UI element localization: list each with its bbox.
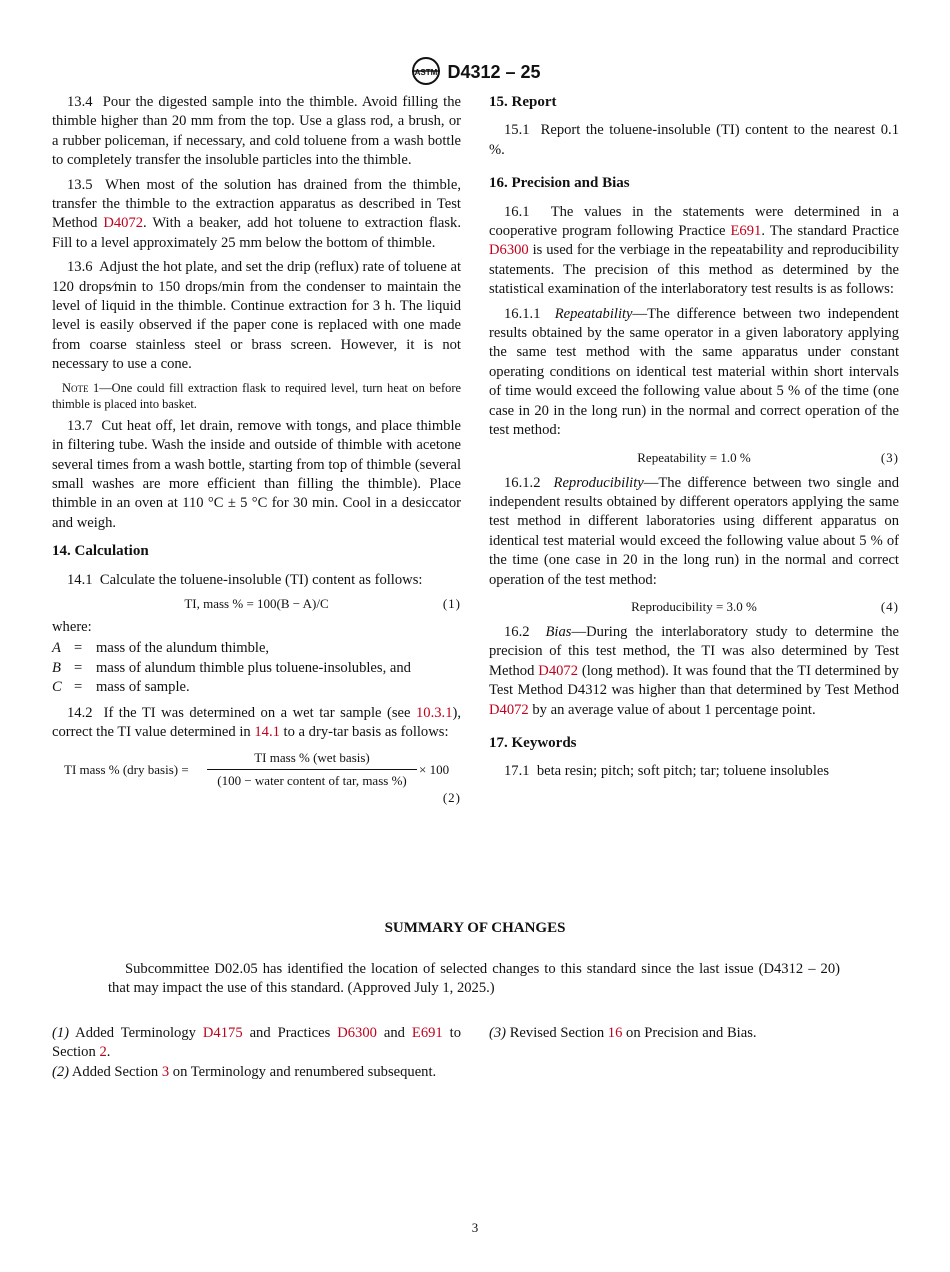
link-section-2[interactable]: 2 <box>99 1044 107 1061</box>
paragraph-14-2: 14.2 If the TI was determined on a wet tar sample (see 10.3.1), correct the TI value determined in 14.1 to a dry-tar basis as follows: <box>52 704 461 740</box>
change-item-3: (3) Revised Section 16 on Precision and Bias. <box>489 1025 757 1041</box>
equation-3 <box>489 446 899 468</box>
note-1: Note 1—One could fill extraction flask to required level, turn heat on before thimble is placed into basket. <box>52 380 462 412</box>
equation-4-text: Reproducibility = 3.0 % <box>631 598 757 614</box>
page-number: 3 <box>471 1220 479 1235</box>
paragraph-14-1: 14.1 Calculate the toluene-insoluble (TI) content as follows: <box>67 571 423 588</box>
equation-1 <box>52 592 461 614</box>
summary-left-items <box>52 1024 461 1082</box>
variable-definitions <box>52 639 461 697</box>
link-d4072[interactable]: D4072 <box>103 215 144 232</box>
paragraph-13-7: 13.7 Cut heat off, let drain, remove with tongs, and place thimble in filtering tube. Wash the inside and outside of thimble with acetone several times from a wash bottle, starting from top of thimble (several small washes are more efficient than filling the thimble). Place thimble in an oven at 110 °C ± 5 °C for 30 min. Cool in a desiccator and weigh. <box>52 417 462 531</box>
change-item-1: (1) Added Terminology D4175 and Practices D6300 and E691 to Section 2. <box>52 1025 462 1061</box>
equation-3-number: (3) <box>880 449 899 465</box>
astm-logo-icon <box>409 56 443 86</box>
link-d4072-b[interactable]: D4072 <box>489 701 529 718</box>
right-column <box>489 93 899 787</box>
where-label: where: <box>52 618 92 635</box>
definition-c: C = mass of sample. <box>52 679 190 696</box>
left-column <box>52 93 461 804</box>
equation-1-text: TI, mass % = 100(B − A)/C <box>184 595 329 611</box>
summary-of-changes-title: SUMMARY OF CHANGES <box>384 920 566 936</box>
definition-a: A = mass of the alundum thimble, <box>52 640 270 657</box>
paragraph-13-4: 13.4 Pour the digested sample into the thimble. Avoid filling the thimble higher than 20 mm from the top. Use a glass rod, a brush, or a rubber policeman, if necessary, and cold toluene from a wash bottle to completely transfer the insoluble particles into the thimble. <box>52 94 462 169</box>
equation-2-fraction <box>207 748 417 790</box>
section-14-heading: 14. Calculation <box>52 543 149 560</box>
definition-b: B = mass of alundum thimble plus toluene-insolubles, and <box>52 659 411 676</box>
link-d6300[interactable]: D6300 <box>489 242 529 259</box>
paragraph-13-6: 13.6 Adjust the hot plate, and set the drip (reflux) rate of toluene at 120 drops∕min to 150 drops/min from the condenser to maintain the level of liquid in the thimble. Continue extraction for 3 h. The liquid level is easily observed if the paper cone is replaced with one made from coarse stainless steel or brass screen. However, it is not necessary to use a cone. <box>52 259 462 373</box>
paragraph-13-5: 13.5 When most of the solution has drained from the thimble, transfer the thimble to the extraction apparatus as described in Test Method D4072. With a beaker, add hot toluene to extraction flask. Fill to a level approximately 25 mm below the bottom of thimble. <box>52 176 461 251</box>
link-d6300-summary[interactable]: D6300 <box>337 1025 377 1041</box>
equation-3-text: Repeatability = 1.0 % <box>637 449 751 465</box>
link-10-3-1[interactable]: 10.3.1 <box>416 704 453 721</box>
section-15-heading: 15. Report <box>489 94 557 110</box>
equation-2 <box>52 748 461 804</box>
equation-4 <box>489 595 899 617</box>
link-section-3[interactable]: 3 <box>161 1063 170 1080</box>
section-16-heading: 16. Precision and Bias <box>489 175 630 192</box>
equation-2-denominator: (100 − water content of tar, mass %) <box>217 772 407 788</box>
section-17-heading: 17. Keywords <box>489 734 577 751</box>
link-e691[interactable]: E691 <box>730 223 762 240</box>
astm-logo-text: ASTM <box>415 68 438 77</box>
equation-4-number: (4) <box>880 598 899 614</box>
link-e691-summary[interactable]: E691 <box>411 1025 443 1041</box>
equation-2-numerator: TI mass % (wet basis) <box>207 748 417 769</box>
paragraph-16-2: 16.2 Bias—During the interlaboratory study to determine the precision of this test method, the TI was also determined by Test Method D4072 (long method). It was found that the TI determined by Test Method D4312 was higher than that determined by Test Method D4072 by an average value of about 1 percentage point. <box>489 623 899 718</box>
equation-2-number: (2) <box>442 790 461 806</box>
equation-2-lhs: TI mass % (dry basis) = <box>64 762 189 778</box>
link-section-16[interactable]: 16 <box>607 1025 623 1041</box>
equation-1-number: (1) <box>442 595 461 611</box>
equation-2-times: × 100 <box>419 762 450 778</box>
summary-right-items <box>489 1024 899 1043</box>
link-14-1[interactable]: 14.1 <box>254 723 280 740</box>
paragraph-16-1-1: 16.1.1 Repeatability—The difference between two independent results obtained by the same operator in a given laboratory applying the same test method with the same apparatus under constant operating conditions on identical test material within short intervals of time would exceed the following value about 5 % of the time (one case in 20 in the long run) in the normal and correct operation of the test method: <box>489 305 899 439</box>
paragraph-16-1: 16.1 The values in the statements were determined in a cooperative program following Practice E691. The standard Practice D6300 is used for the verbiage in the repeatability and reproducibility statements. The precision of this method as determined by the statistical examination of the interlaboratory test results is as follows: <box>489 203 899 298</box>
paragraph-15-1: 15.1 Report the toluene-insoluble (TI) content to the nearest 0.1 %. <box>489 122 899 158</box>
summary-intro: Subcommittee D02.05 has identified the location of selected changes to this standard since the last issue (D4312 – 20) that may impact the use of this standard. (Approved July 1, 2025.) <box>108 961 840 997</box>
designation: D4312 – 25 <box>447 62 541 82</box>
link-d4175[interactable]: D4175 <box>202 1025 243 1041</box>
paragraph-16-1-2: 16.1.2 Reproducibility—The difference between two single and independent results obtained by different operators applying the same test method in different laboratories using different apparatus on identical test material would exceed the following value about 5 % of the time (one case in 20 in the long run) in the normal and correct operation of the test method: <box>489 474 899 588</box>
change-item-2: (2) Added Section 3 on Terminology and renumbered subsequent. <box>52 1063 437 1080</box>
link-d4072-a[interactable]: D4072 <box>538 662 579 679</box>
paragraph-17-1: 17.1 beta resin; pitch; soft pitch; tar; toluene insolubles <box>504 763 830 780</box>
page-header <box>0 56 950 86</box>
